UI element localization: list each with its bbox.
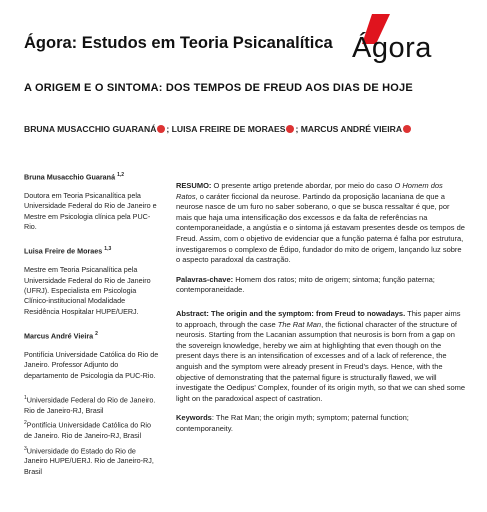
abstract-column [176, 181, 466, 443]
institution-note: $^1$Universidade Federal do Rio de Janeiro. Rio de Janeiro-RJ, Brasil [24, 395, 156, 416]
affiliation-text: Mestre em Teoria Psicanalítica pela Universidade Federal do Rio de Janeiro (UFRJ). Especialista em Psicologia Clínico-institucional Modalidade Residência Hospitalar HUPE/UERJ. [24, 265, 151, 316]
abstract-paragraph: Abstract: The origin and the symptom: from Freud to nowadays. This paper aims to approach, through the case The Rat Man, the fictional character of the structure of neurosis. Starting from the Lacanian assumption that neurosis is born from a gap on the sovereign knowledge, hereby we aim at highlighting that even though on the present days there is an intensification of excesses and of a lack of reference, the anguish and the symptom were already present in Freud's days. Hence, with the objective of demonstrating that the paternal figure is structurally flawed, we will investigate the Oedipus' Complex, founder of its origin myth, so that we can shed some light on the paradoxical aspect of castration. [176, 308, 466, 403]
author-name[interactable]: BRUNA MUSACCHIO GUARANÁ [24, 124, 157, 134]
journal-logo [346, 14, 466, 64]
affiliation-author-name: Marcus André Vieira $^2$ [24, 331, 98, 341]
journal-title: Ágora: Estudos em Teoria Psicanalítica [24, 34, 333, 52]
author-name[interactable]: MARCUS ANDRÉ VIEIRA [300, 124, 403, 134]
affiliation-author-name: Bruna Musacchio Guaraná $^{1,2}$ [24, 172, 125, 182]
institution-note: $^2$Pontifícia Universidade Católica do Rio de Janeiro. Rio de Janeiro-RJ, Brasil [24, 420, 152, 441]
keywords-paragraph: Keywords: The Rat Man; the origin myth; symptom; paternal function; contemporaneity. [176, 413, 409, 433]
orcid-icon[interactable] [286, 125, 294, 133]
resumo-paragraph: RESUMO: O presente artigo pretende abordar, por meio do caso O Homem dos Ratos, o caráter ficcional da neurose. Partindo da proposição lacaniana de que a neurose nasce de um furo no saber soberano, o que se busca ressaltar é que, por mais que haja uma intensificação dos excessos e da falta de referências na contemporaneidade, a angústia e o sintoma já estavam presentes desde os tempos de Freud. Assim, com o objetivo de evidenciar que a função paterna é falha por estrutura, investigaremos o complexo de Édipo, fundador do mito de origem, lançando luz sobre o aspecto paradoxal da castração. [176, 181, 465, 265]
orcid-icon[interactable] [157, 125, 165, 133]
article-title: A ORIGEM E O SINTOMA: DOS TEMPOS DE FREUD AOS DIAS DE HOJE [24, 82, 413, 94]
affiliation-author-name: Luisa Freire de Moraes $^{1,3}$ [24, 246, 112, 256]
author-affiliations [24, 170, 160, 479]
institution-note: $^3$Universidade do Estado do Rio de Janeiro HUPE/UERJ. Rio de Janeiro-RJ, Brasil [24, 445, 154, 476]
affiliation-text: Doutora em Teoria Psicanalítica pela Universidade Federal do Rio de Janeiro e Mestre em Psicologia clínica pela PUC-Rio. [24, 190, 157, 232]
orcid-icon[interactable] [403, 125, 411, 133]
logo-text: Ágora [352, 32, 432, 64]
palavras-chave-paragraph: Palavras-chave: Homem dos ratos; mito de origem; sintoma; função paterna; contemporaneidade. [176, 274, 435, 295]
author-name[interactable]: LUISA FREIRE DE MORAES [171, 124, 286, 134]
authors-line: BRUNA MUSACCHIO GUARANÁ ; LUISA FREIRE DE MORAES ; MARCUS ANDRÉ VIEIRA [24, 124, 412, 134]
affiliation-text: Pontifícia Universidade Católica do Rio de Janeiro. Professor Adjunto do departamento de Psicologia da PUC-Rio. [24, 350, 159, 380]
